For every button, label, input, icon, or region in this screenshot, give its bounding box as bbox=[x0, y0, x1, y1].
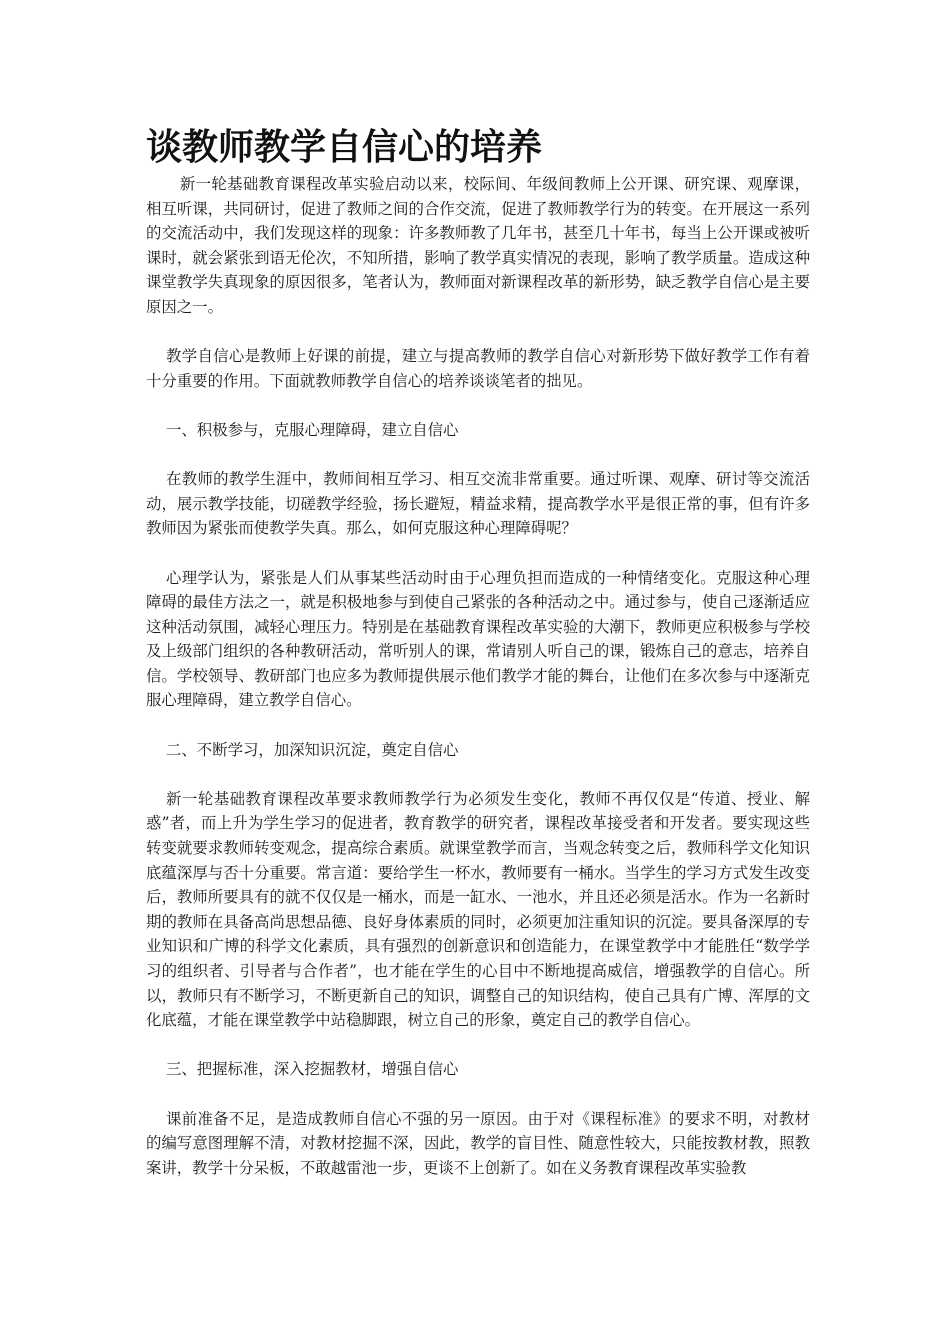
section-heading-2: 二、不断学习，加深知识沉淀，奠定自信心 bbox=[166, 740, 459, 759]
section-heading-3: 三、把握标准，深入挖掘教材，增强自信心 bbox=[166, 1060, 459, 1079]
document-page bbox=[146, 124, 810, 1180]
section-heading-1: 一、积极参与，克服心理障碍，建立自信心 bbox=[166, 420, 459, 439]
paragraph-premise: 教学自信心是教师上好课的前提，建立与提高教师的教学自信心对新形势下做好教学工作有着十分重要的作用。下面就教师教学自信心的培养谈谈笔者的拙见。 bbox=[146, 347, 810, 390]
document-title: 谈教师教学自信心的培养 bbox=[146, 127, 543, 168]
paragraph-intro: 新一轮基础教育课程改革实验启动以来，校际间、年级间教师上公开课、研究课、观摩课，相互听课，共同研讨，促进了教师之间的合作交流，促进了教师教学行为的转变。在开展这一系列的交流活动中，我们发现这样的现象：许多教师教了几年书，甚至几十年书，每当上公开课或被听课时，就会紧张到语无伦次，不知所措，影响了教学真实情况的表现，影响了教学质量。造成这种课堂教学失真现象的原因很多，笔者认为，教师面对新课程改革的新形势，缺乏教学自信心是主要原因之一。 bbox=[146, 175, 810, 316]
paragraph-section1-a: 在教师的教学生涯中，教师间相互学习、相互交流非常重要。通过听课、观摩、研讨等交流活动，展示教学技能，切磋教学经验，扬长避短，精益求精，提高教学水平是很正常的事，但有许多教师因为紧张而使教学失真。那么，如何克服这种心理障碍呢？ bbox=[146, 470, 810, 538]
paragraph-section2: 新一轮基础教育课程改革要求教师教学行为必须发生变化，教师不再仅仅是“传道、授业、解惑”者，而上升为学生学习的促进者，教育教学的研究者，课程改革接受者和开发者。要实现这些转变就要求教师转变观念，提高综合素质。就课堂教学而言，当观念转变之后，教师科学文化知识底蕴深厚与否十分重要。常言道：要给学生一杯水，教师要有一桶水。当学生的学习方式发生改变后，教师所要具有的就不仅仅是一桶水，而是一缸水、一池水，并且还必须是活水。作为一名新时期的教师在具备高尚思想品德、良好身体素质的同时，必须更加注重知识的沉淀。要具备深厚的专业知识和广博的科学文化素质，具有强烈的创新意识和创造能力，在课堂教学中才能胜任“数学学习的组织者、引导者与合作者”，也才能在学生的心目中不断地提高威信，增强教学的自信心。所以，教师只有不断学习，不断更新自己的知识，调整自己的知识结构，使自己具有广博、浑厚的文化底蕴，才能在课堂教学中站稳脚跟，树立自己的形象，奠定自己的教学自信心。 bbox=[146, 789, 810, 1030]
paragraph-section3: 课前准备不足，是造成教师自信心不强的另一原因。由于对《课程标准》的要求不明，对教材的编写意图理解不清，对教材挖掘不深，因此，教学的盲目性、随意性较大，只能按教材教，照教案讲，教学十分呆板，不敢越雷池一步，更谈不上创新了。如在义务教育课程改革实验教 bbox=[146, 1109, 810, 1177]
paragraph-section1-b: 心理学认为，紧张是人们从事某些活动时由于心理负担而造成的一种情绪变化。克服这种心理障碍的最佳方法之一，就是积极地参与到使自己紧张的各种活动之中。通过参与，使自己逐渐适应这种活动氛围，减轻心理压力。特别是在基础教育课程改革实验的大潮下，教师更应积极参与学校及上级部门组织的各种教研活动，常听别人的课，常请别人听自己的课，锻炼自己的意志，培养自信。学校领导、教研部门也应多为教师提供展示他们教学才能的舞台，让他们在多次参与中逐渐克服心理障碍，建立教学自信心。 bbox=[146, 568, 810, 710]
